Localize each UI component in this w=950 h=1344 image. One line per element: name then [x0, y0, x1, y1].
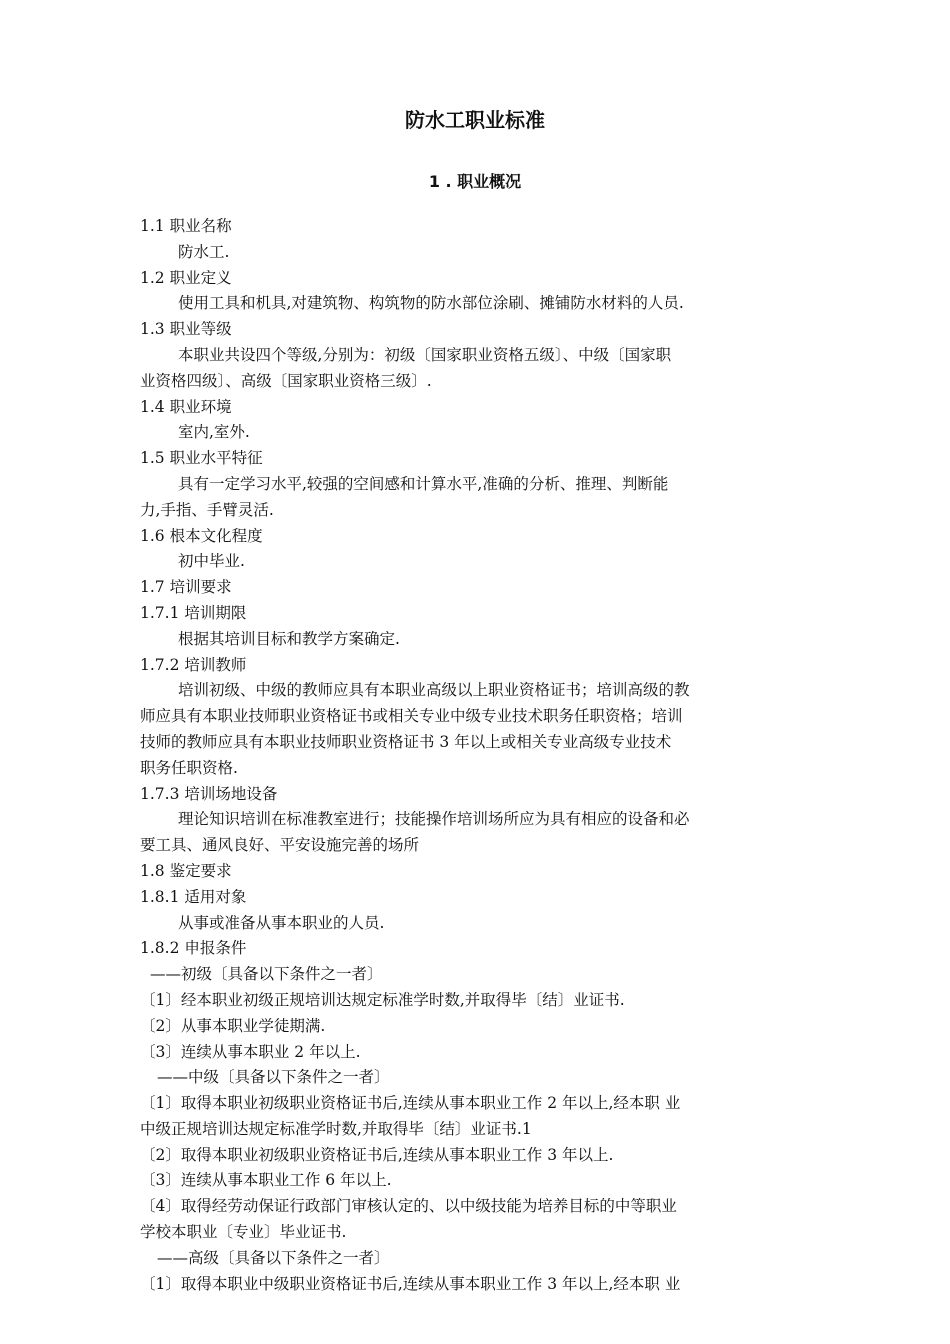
heading-1-5: 1.5 职业水平特征 [140, 449, 263, 468]
list-item-cont: 学校本职业〔专业〕毕业证书. [140, 1223, 347, 1242]
level-heading: ——初级〔具备以下条件之一者〕 [150, 965, 383, 984]
paragraph-cont: 职务任职资格. [140, 758, 238, 777]
heading-1-8-1: 1.8.1 适用对象 [140, 887, 247, 906]
list-item: 〔1〕经本职业初级正规培训达规定标准学时数,并取得毕〔结〕业证书. [140, 990, 625, 1009]
paragraph: 使用工具和机具,对建筑物、构筑物的防水部位涂刷、摊铺防水材料的人员. [178, 294, 684, 313]
heading-1-8-2: 1.8.2 申报条件 [140, 939, 247, 958]
level-heading: ——高级〔具备以下条件之一者〕 [157, 1248, 390, 1267]
paragraph-cont: 师应具有本职业技师职业资格证书或相关专业中级专业技术职务任职资格；培训 [140, 707, 683, 726]
document-body [140, 214, 816, 1297]
level-heading: ——中级〔具备以下条件之一者〕 [157, 1068, 390, 1087]
heading-1-7-2: 1.7.2 培训教师 [140, 655, 247, 674]
paragraph-cont: 技师的教师应具有本职业技师职业资格证书 3 年以上或相关专业高级专业技术 [140, 732, 672, 751]
paragraph-cont: 业资格四级〕、高级〔国家职业资格三级〕. [140, 371, 432, 390]
paragraph: 初中毕业. [178, 552, 245, 571]
paragraph-cont: 力,手指、手臂灵活. [140, 500, 274, 519]
paragraph: 培训初级、中级的教师应具有本职业高级以上职业资格证书；培训高级的教 [178, 681, 690, 700]
paragraph: 室内,室外. [178, 423, 250, 442]
paragraph: 从事或准备从事本职业的人员. [178, 913, 385, 932]
section-title: 1 . 职业概况 [428, 172, 522, 191]
heading-1-2: 1.2 职业定义 [140, 268, 232, 287]
list-item: 〔3〕连续从事本职业 2 年以上. [140, 1042, 361, 1061]
list-item: 〔2〕从事本职业学徒期满. [140, 1016, 326, 1035]
paragraph: 防水工. [178, 242, 230, 261]
heading-1-4: 1.4 职业环境 [140, 397, 232, 416]
list-item: 〔2〕取得本职业初级职业资格证书后,连续从事本职业工作 3 年以上. [140, 1145, 614, 1164]
heading-1-7-3: 1.7.3 培训场地设备 [140, 784, 278, 803]
heading-1-6: 1.6 根本文化程度 [140, 526, 263, 545]
paragraph: 根据其培训目标和教学方案确定. [178, 629, 400, 648]
heading-1-8: 1.8 鉴定要求 [140, 861, 232, 880]
heading-1-7-1: 1.7.1 培训期限 [140, 603, 247, 622]
paragraph: 本职业共设四个等级,分别为：初级〔国家职业资格五级〕、中级〔国家职 [178, 345, 672, 364]
heading-1-1: 1.1 职业名称 [140, 217, 232, 235]
list-item: 〔1〕取得本职业初级职业资格证书后,连续从事本职业工作 2 年以上,经本职 业 [140, 1094, 681, 1113]
paragraph: 理论知识培训在标准教室进行；技能操作培训场所应为具有相应的设备和必 [178, 810, 690, 829]
heading-1-7: 1.7 培训要求 [140, 578, 232, 597]
heading-1-3: 1.3 职业等级 [140, 320, 232, 339]
document-title: 防水工职业标准 [405, 108, 545, 132]
list-item-cont: 中级正规培训达规定标准学时数,并取得毕〔结〕业证书.1 [140, 1119, 532, 1138]
list-item: 〔3〕连续从事本职业工作 6 年以上. [140, 1171, 392, 1190]
paragraph-cont: 要工具、通风良好、平安设施完善的场所 [140, 836, 420, 855]
list-item: 〔4〕取得经劳动保证行政部门审核认定的、以中级技能为培养目标的中等职业 [140, 1197, 677, 1216]
paragraph: 具有一定学习水平,较强的空间感和计算水平,准确的分析、推理、判断能 [178, 474, 669, 493]
list-item: 〔1〕取得本职业中级职业资格证书后,连续从事本职业工作 3 年以上,经本职 业 [140, 1274, 681, 1293]
